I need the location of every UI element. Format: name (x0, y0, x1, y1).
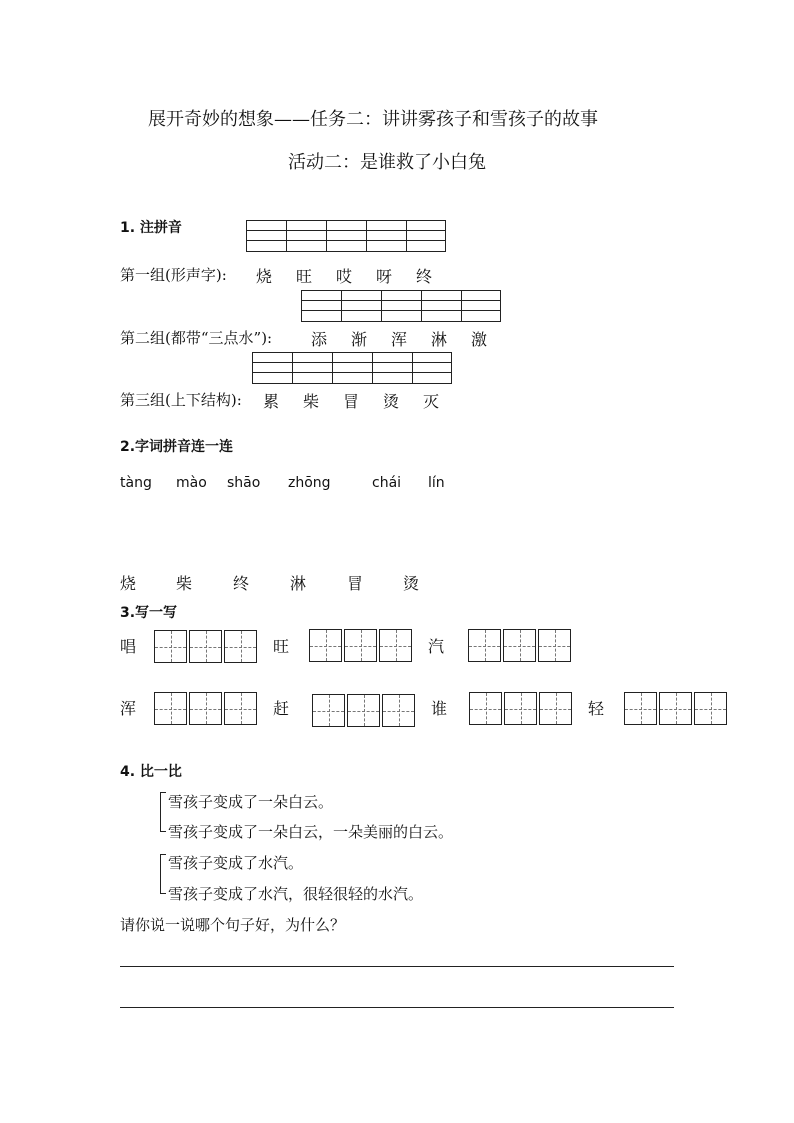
writing-grid[interactable] (309, 629, 412, 662)
pinyin-item: zhōng (288, 475, 331, 491)
match-char: 烫 (403, 574, 420, 593)
match-char: 柴 (176, 574, 193, 593)
compare-sentence: 雪孩子变成了水汽，很轻很轻的水汽。 (168, 885, 424, 903)
pinyin-grid-group2 (301, 290, 501, 322)
page-subtitle: 活动二：是谁救了小白兔 (288, 152, 486, 173)
q2-heading: 2.字词拼音连一连 (120, 439, 234, 455)
writing-grid[interactable] (469, 692, 572, 725)
group1-char: 烧 (256, 267, 273, 286)
pinyin-grid-group3 (252, 352, 452, 384)
compare-sentence: 雪孩子变成了一朵白云，一朵美丽的白云。 (168, 823, 454, 841)
group3-char: 累 (263, 392, 280, 411)
pinyin-item: shāo (227, 475, 261, 491)
answer-line[interactable] (120, 1007, 674, 1008)
group2-char: 激 (471, 330, 488, 349)
group1-char: 终 (416, 267, 433, 286)
write-char: 轻 (588, 699, 605, 718)
match-char: 烧 (120, 574, 137, 593)
write-char: 唱 (120, 637, 137, 656)
q4-heading: 4. 比一比 (120, 764, 182, 780)
group3-char: 冒 (343, 392, 360, 411)
group3-char: 烫 (383, 392, 400, 411)
write-char: 谁 (431, 699, 448, 718)
match-char: 冒 (347, 574, 364, 593)
group2-char: 浑 (391, 330, 408, 349)
writing-grid[interactable] (154, 692, 257, 725)
q3-heading: 3.写一写 (120, 605, 178, 621)
group1-label: 第一组(形声字): (120, 266, 227, 284)
group3-char: 柴 (303, 392, 320, 411)
question-text: 请你说一说哪个句子好，为什么？ (120, 916, 346, 934)
group1-char: 旺 (296, 267, 313, 286)
group2-label: 第二组(都带“三点水”): (120, 329, 273, 347)
group1-char: 呀 (376, 267, 393, 286)
group1-char: 哎 (336, 267, 353, 286)
pinyin-item: mào (176, 475, 207, 491)
page-title: 展开奇妙的想象——任务二：讲讲雾孩子和雪孩子的故事 (148, 109, 598, 130)
group2-char: 淋 (431, 330, 448, 349)
compare-sentence: 雪孩子变成了一朵白云。 (168, 793, 334, 811)
writing-grid[interactable] (312, 694, 415, 727)
match-char: 终 (233, 574, 250, 593)
brace (160, 792, 166, 832)
write-char: 旺 (273, 637, 290, 656)
pinyin-item: lín (428, 475, 445, 491)
pinyin-item: chái (372, 475, 402, 491)
group2-char: 渐 (351, 330, 368, 349)
group3-label: 第三组(上下结构): (120, 391, 242, 409)
q1-heading: 1. 注拼音 (120, 220, 182, 236)
pinyin-grid-group1 (246, 220, 446, 252)
pinyin-item: tàng (120, 475, 152, 491)
group2-char: 添 (311, 330, 328, 349)
writing-grid[interactable] (468, 629, 571, 662)
compare-sentence: 雪孩子变成了水汽。 (168, 854, 304, 872)
brace (160, 854, 166, 894)
match-char: 淋 (290, 574, 307, 593)
writing-grid[interactable] (624, 692, 727, 725)
group3-char: 灭 (423, 392, 440, 411)
write-char: 浑 (120, 699, 137, 718)
write-char: 汽 (428, 637, 445, 656)
writing-grid[interactable] (154, 630, 257, 663)
write-char: 赶 (273, 699, 290, 718)
answer-line[interactable] (120, 966, 674, 967)
